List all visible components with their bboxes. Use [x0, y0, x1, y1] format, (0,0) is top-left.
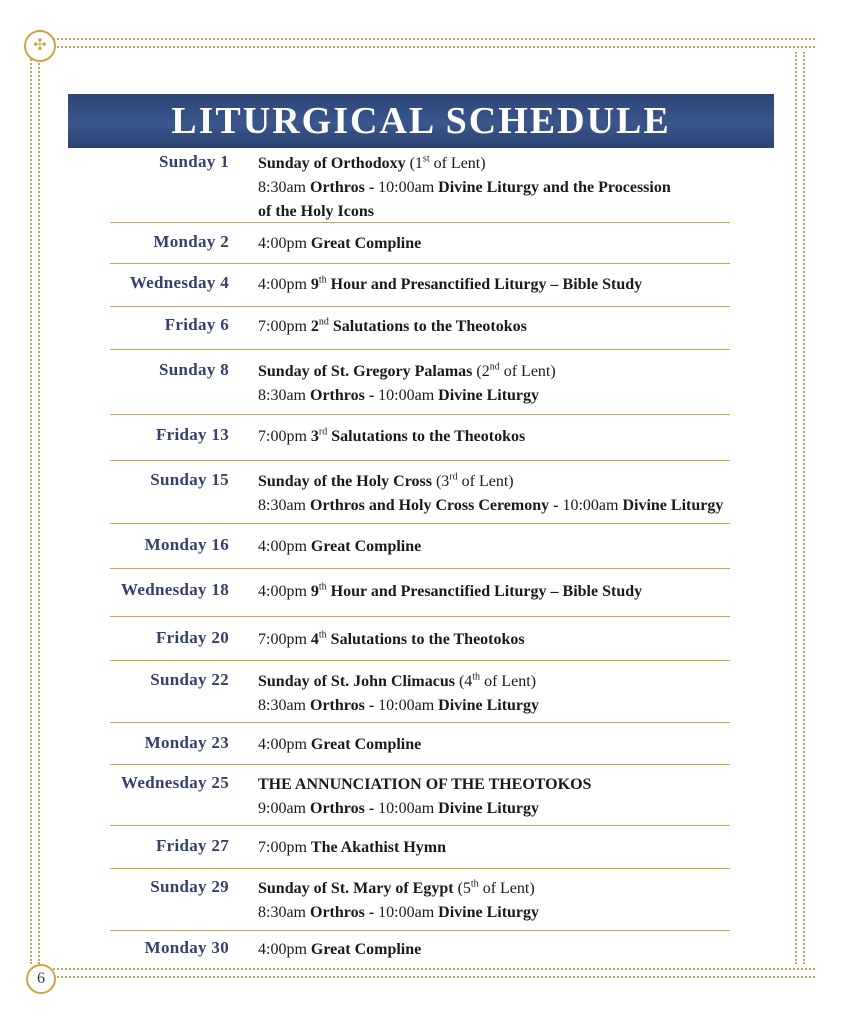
day-label: Friday 20	[155, 628, 229, 647]
entry-line: Sunday of St. Mary of Egypt (5th of Lent)	[258, 878, 535, 897]
row-divider	[110, 616, 730, 617]
row-divider	[110, 523, 730, 524]
page-border-left	[30, 52, 40, 964]
entry-line: 8:30am Orthros - 10:00am Divine Liturgy	[258, 904, 540, 921]
entry-line: of the Holy Icons	[258, 203, 374, 220]
row-divider	[110, 414, 730, 415]
row-divider	[110, 764, 730, 765]
entry-line: Sunday of Orthodoxy (1st of Lent)	[258, 153, 486, 172]
entry-line: 7:00pm The Akathist Hymn	[258, 839, 447, 856]
row-divider	[110, 349, 730, 350]
page-border-bottom	[48, 968, 815, 978]
row-divider	[110, 868, 730, 869]
day-label: Wednesday 4	[129, 273, 229, 292]
entry-line: 4:00pm Great Compline	[258, 235, 422, 252]
row-divider	[110, 825, 730, 826]
entry-line: 8:30am Orthros - 10:00am Divine Liturgy and the Procession	[258, 179, 671, 196]
page-border-top	[48, 38, 815, 48]
entry-line: 9:00am Orthros - 10:00am Divine Liturgy	[258, 800, 540, 817]
day-label: Sunday 1	[159, 152, 229, 171]
row-divider	[110, 306, 730, 307]
day-label: Monday 23	[144, 733, 229, 752]
row-divider	[110, 263, 730, 264]
entry-line: 8:30am Orthros - 10:00am Divine Liturgy	[258, 387, 540, 404]
entry-line: 4:00pm 9th Hour and Presanctified Liturgy – Bible Study	[258, 581, 643, 600]
entry-line: 4:00pm Great Compline	[258, 538, 422, 555]
entry-line: 4:00pm Great Compline	[258, 736, 422, 753]
day-label: Sunday 22	[150, 670, 229, 689]
day-label: Sunday 15	[150, 470, 229, 489]
day-label: Monday 2	[153, 232, 229, 251]
entry-line: Sunday of St. Gregory Palamas (2nd of Lent)	[258, 361, 556, 380]
entry-line: Sunday of the Holy Cross (3rd of Lent)	[258, 471, 514, 490]
page-number: 6	[26, 964, 56, 994]
day-label: Wednesday 25	[121, 773, 229, 792]
entry-line: 8:30am Orthros and Holy Cross Ceremony - 10:00am Divine Liturgy	[258, 497, 724, 514]
entry-line: 8:30am Orthros - 10:00am Divine Liturgy	[258, 697, 540, 714]
day-label: Wednesday 18	[121, 580, 229, 599]
row-divider	[110, 930, 730, 931]
entry-line: THE ANNUNCIATION OF THE THEOTOKOS	[258, 776, 592, 793]
day-label: Monday 16	[144, 535, 229, 554]
row-divider	[110, 222, 730, 223]
entry-line: 7:00pm 2nd Salutations to the Theotokos	[258, 316, 527, 335]
entry-line: 7:00pm 4th Salutations to the Theotokos	[258, 629, 525, 648]
day-label: Monday 30	[144, 938, 229, 957]
day-label: Sunday 29	[150, 877, 229, 896]
page-title: LITURGICAL SCHEDULE	[171, 100, 671, 142]
entry-line: 4:00pm Great Compline	[258, 941, 422, 958]
title-banner	[68, 94, 774, 148]
row-divider	[110, 722, 730, 723]
day-label: Friday 27	[155, 836, 229, 855]
day-label: Friday 6	[164, 315, 229, 334]
row-divider	[110, 568, 730, 569]
day-label: Friday 13	[155, 425, 229, 444]
entry-line: 7:00pm 3rd Salutations to the Theotokos	[258, 426, 526, 445]
entry-line: Sunday of St. John Climacus (4th of Lent)	[258, 671, 537, 690]
row-divider	[110, 660, 730, 661]
day-label: Sunday 8	[159, 360, 229, 379]
row-divider	[110, 460, 730, 461]
entry-line: 4:00pm 9th Hour and Presanctified Liturgy – Bible Study	[258, 274, 643, 293]
cross-ornament-icon: ✣	[24, 30, 56, 62]
